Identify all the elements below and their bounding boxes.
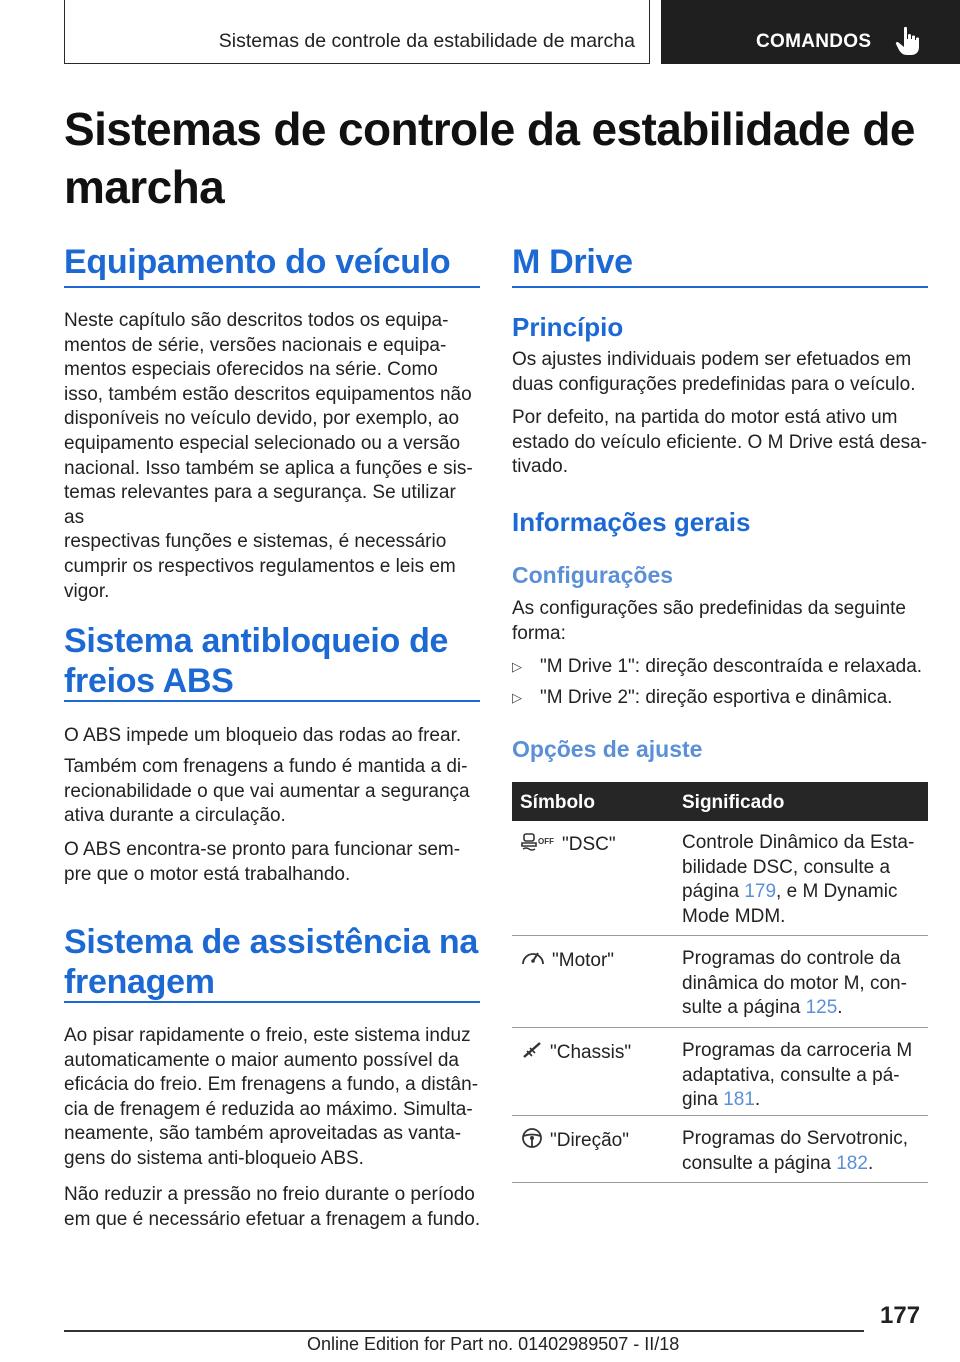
subheading-opcoes-de-ajuste: Opções de ajuste — [512, 736, 703, 762]
page-title — [64, 100, 944, 216]
abs-paragraph-2: Também com frenagens a fundo é mantida a di- recionabilidade o que vai aumentar a segurança ativa durante a circulação. — [64, 756, 470, 827]
running-header — [64, 0, 650, 64]
subheading-informacoes-gerais: Informações gerais — [512, 507, 751, 537]
page-link[interactable]: 182 — [836, 1152, 868, 1174]
table-cell-meaning: Programas do Servotronic, consulte a página 182. — [682, 1128, 908, 1174]
svg-text:OFF: OFF — [538, 837, 554, 846]
table-cell-meaning: Programas do controle da dinâmica do motor M, con- sulte a página 125. — [682, 948, 907, 1019]
page-link[interactable]: 181 — [723, 1089, 755, 1111]
table-cell-symbol: "Chassis" — [520, 1039, 631, 1064]
shock-absorber-icon — [520, 1039, 544, 1061]
chapter-label: COMANDOS — [756, 31, 872, 52]
section-heading-m-drive: M Drive — [512, 243, 633, 281]
page-title-line: marcha — [64, 161, 225, 213]
table-cell-meaning: Controle Dinâmico da Esta- bilidade DSC, consulte a página 179, e M Dynamic Mode MDM. — [682, 832, 915, 927]
table-cell-symbol: "Motor" — [520, 947, 614, 972]
table-cell-symbol: OFF "DSC" — [520, 831, 616, 856]
page-number: 177 — [880, 1302, 921, 1329]
section-heading-assistencia: Sistema de assistência na frenagem — [64, 923, 478, 1001]
section-rule — [64, 700, 480, 702]
chapter-tab[interactable] — [661, 0, 960, 64]
assistencia-paragraph-1: Ao pisar rapidamente o freio, este sistema induz automaticamente o maior aumento possível da eficácia do freio. Em frenagens a fundo, a distân- cia de frenagem é reduzida ao máximo. Simulta- neamente, são também aproveitadas as vanta- gens do sistema anti-bloqueio ABS. — [64, 1025, 479, 1169]
abs-paragraph-3: O ABS encontra-se pronto para funcionar sem- pre que o motor está trabalhando. — [64, 839, 461, 885]
column-header-simbolo: Símbolo — [520, 792, 595, 813]
list-item: ▷ "M Drive 1": direção descontraída e relaxada. — [512, 656, 923, 677]
equipamento-paragraph: Neste capítulo são descritos todos os equipa- mentos de série, versões nacionais e equipa- mentos especiais oferecidos na série. Como isso, também estão descritos equipamentos não disponíveis no veículo devido, por exemplo, ao equipamento especial selecionado ou a versão nacional. Isso também se aplica a funções e sis- temas relevantes para a segurança. Se utilizar as respectivas funções e sistemas, é necessário cumprir os respectivos regulamentos e leis em vigor. — [64, 310, 473, 602]
section-rule — [64, 1001, 480, 1003]
footer-edition: Online Edition for Part no. 01402989507 - II/18 — [307, 1334, 680, 1354]
page-link[interactable]: 125 — [805, 997, 838, 1019]
table-cell-meaning: Programas da carroceria M adaptativa, consulte a pá- gina 181. — [682, 1040, 913, 1111]
table-row — [512, 1029, 928, 1116]
bullet-triangle-icon: ▷ — [512, 690, 522, 705]
assistencia-paragraph-2: Não reduzir a pressão no freio durante o período em que é necessário efetuar a frenagem a fundo. — [64, 1184, 481, 1230]
dsc-off-icon — [520, 831, 556, 853]
page-link[interactable]: 179 — [744, 881, 777, 903]
section-heading-equipamento: Equipamento do veículo — [64, 243, 451, 281]
section-rule — [64, 286, 480, 288]
table-header — [512, 782, 928, 821]
list-item: ▷ "M Drive 2": direção esportiva e dinâmica. — [512, 687, 893, 708]
pointing-hand-icon — [895, 26, 921, 56]
column-header-significado: Significado — [682, 792, 785, 813]
table-cell-symbol: "Direção" — [520, 1127, 629, 1152]
section-rule — [512, 286, 928, 288]
table-row — [512, 821, 928, 936]
running-header-title: Sistemas de controle da estabilidade de marcha — [218, 30, 635, 52]
section-heading-abs: Sistema antibloqueio de freios ABS — [64, 622, 449, 700]
steering-wheel-icon — [520, 1127, 544, 1149]
page-title-line: Sistemas de controle da estabilidade de — [64, 103, 915, 155]
subheading-configuracoes: Configurações — [512, 562, 674, 588]
bullet-triangle-icon: ▷ — [512, 659, 522, 674]
engine-gauge-icon — [520, 947, 546, 969]
table-row — [512, 937, 928, 1028]
subheading-principio: Princípio — [512, 312, 624, 342]
table-row — [512, 1117, 928, 1183]
principio-paragraph-2: Por defeito, na partida do motor está ativo um estado do veículo eficiente. O M Drive está desa- tivado. — [512, 407, 928, 478]
configuracoes-paragraph: As configurações são predefinidas da seguinte forma: — [512, 598, 906, 644]
abs-paragraph-1: O ABS impede um bloqueio das rodas ao frear. — [64, 725, 462, 746]
footer-rule — [64, 1330, 864, 1332]
principio-paragraph-1: Os ajustes individuais podem ser efetuados em duas configurações predefinidas para o veículo. — [512, 349, 916, 395]
